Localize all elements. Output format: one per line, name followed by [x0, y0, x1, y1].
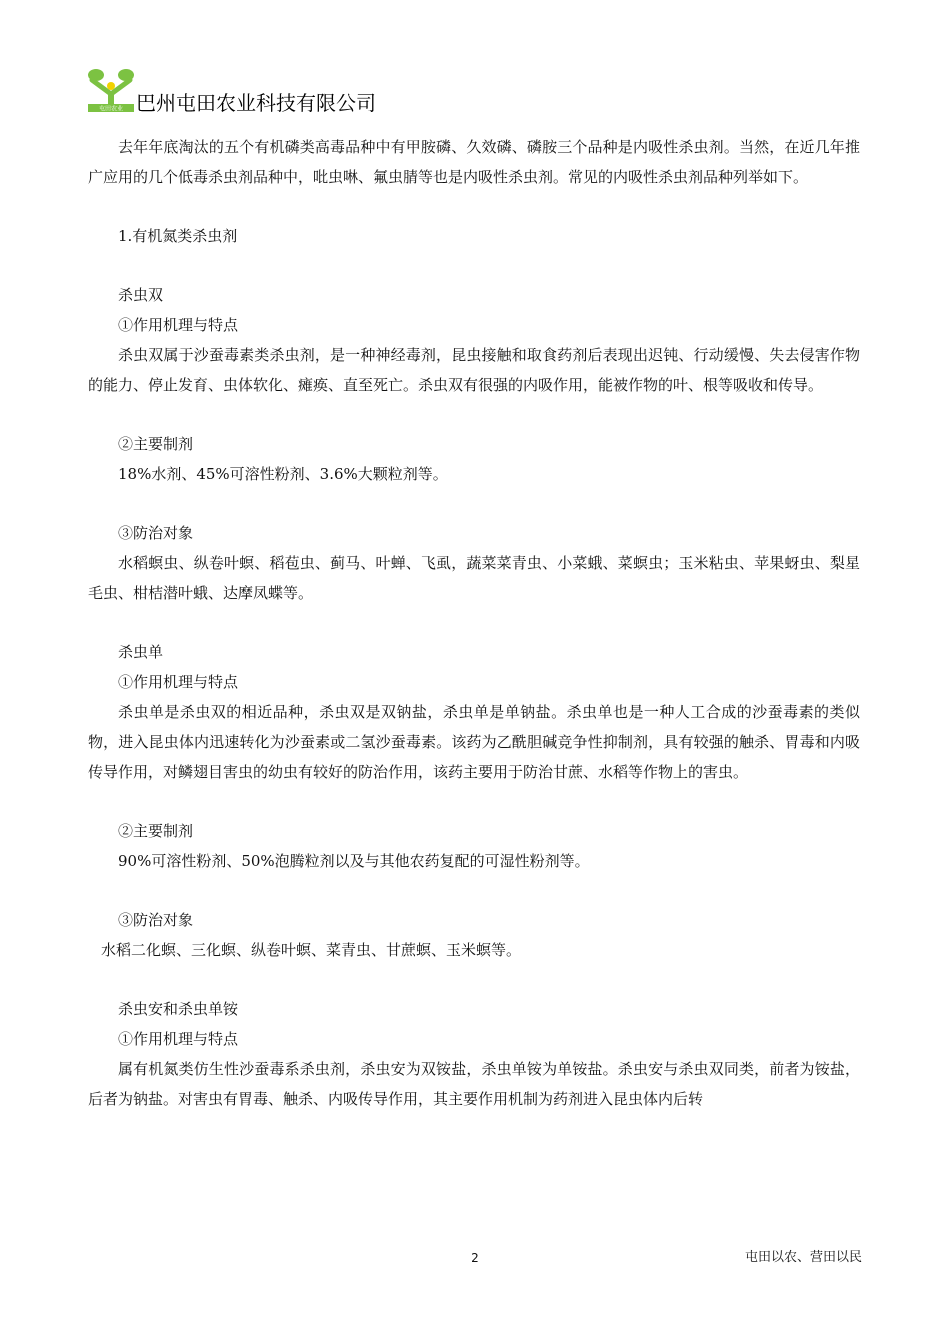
company-logo — [86, 66, 136, 118]
item-1-targets-heading: ③防治对象 — [118, 524, 194, 542]
item-1-formulation-heading: ②主要制剂 — [118, 435, 194, 453]
footer-slogan: 屯田以农、营田以民 — [744, 1250, 862, 1265]
item-2-targets-heading: ③防治对象 — [118, 911, 194, 929]
document-body — [88, 132, 860, 1114]
item-2-mechanism-text: 杀虫单是杀虫双的相近品种，杀虫双是双钠盐，杀虫单是单钠盐。杀虫单也是一种人工合成的沙蚕毒素的类似物，进入昆虫体内迅速转化为沙蚕素或二氢沙蚕毒素。该药为乙酰胆碱竞争性抑制剂，具有较强的触杀、胃毒和内吸传导作用，对鳞翅目害虫的幼虫有较好的防治作用，该药主要用于防治甘蔗、水稻等作物上的害虫。 — [88, 703, 860, 781]
item-1-mechanism-heading: ①作用机理与特点 — [118, 316, 239, 334]
item-2-mechanism-heading: ①作用机理与特点 — [118, 673, 239, 691]
page-footer — [0, 1246, 950, 1270]
item-2-formulation-text: 90%可溶性粉剂、50%泡腾粒剂以及与其他农药复配的可湿性粉剂等。 — [118, 852, 590, 870]
page-number: 2 — [471, 1251, 479, 1265]
section-1-title: 1.有机氮类杀虫剂 — [118, 227, 238, 245]
item-3-mechanism-text: 属有机氮类仿生性沙蚕毒系杀虫剂，杀虫安为双铵盐，杀虫单铵为单铵盐。杀虫安与杀虫双同类，前者为铵盐，后者为钠盐。对害虫有胃毒、触杀、内吸传导作用，其主要作用机制为药剂进入昆虫体内后转 — [88, 1060, 860, 1108]
intro-paragraph: 去年年底淘汰的五个有机磷类高毒品种中有甲胺磷、久效磷、磷胺三个品种是内吸性杀虫剂。当然，在近几年推广应用的几个低毒杀虫剂品种中，吡虫啉、氟虫腈等也是内吸性杀虫剂。常见的内吸性杀虫剂品种列举如下。 — [88, 138, 860, 186]
item-1-formulation-text: 18%水剂、45%可溶性粉剂、3.6%大颗粒剂等。 — [118, 465, 448, 483]
logo-text: 屯田农业 — [98, 105, 124, 113]
item-2-targets-text: 水稻二化螟、三化螟、纵卷叶螟、菜青虫、甘蔗螟、玉米螟等。 — [101, 941, 522, 959]
item-2-name: 杀虫单 — [118, 643, 164, 661]
item-3-name: 杀虫安和杀虫单铵 — [118, 1000, 239, 1018]
item-1-mechanism-text: 杀虫双属于沙蚕毒素类杀虫剂，是一种神经毒剂，昆虫接触和取食药剂后表现出迟钝、行动缓慢、失去侵害作物的能力、停止发育、虫体软化、瘫痪、直至死亡。杀虫双有很强的内吸作用，能被作物的叶、根等吸收和传导。 — [88, 346, 860, 394]
item-1-name: 杀虫双 — [118, 286, 164, 304]
item-1-targets-text: 水稻螟虫、纵卷叶螟、稻苞虫、蓟马、叶蝉、飞虱，蔬菜菜青虫、小菜蛾、菜螟虫；玉米粘虫、苹果蚜虫、梨星毛虫、柑桔潜叶蛾、达摩凤蝶等。 — [88, 554, 860, 602]
item-3-mechanism-heading: ①作用机理与特点 — [118, 1030, 239, 1048]
item-2-formulation-heading: ②主要制剂 — [118, 822, 194, 840]
company-name: 巴州屯田农业科技有限公司 — [136, 91, 376, 115]
page-header — [86, 66, 866, 118]
